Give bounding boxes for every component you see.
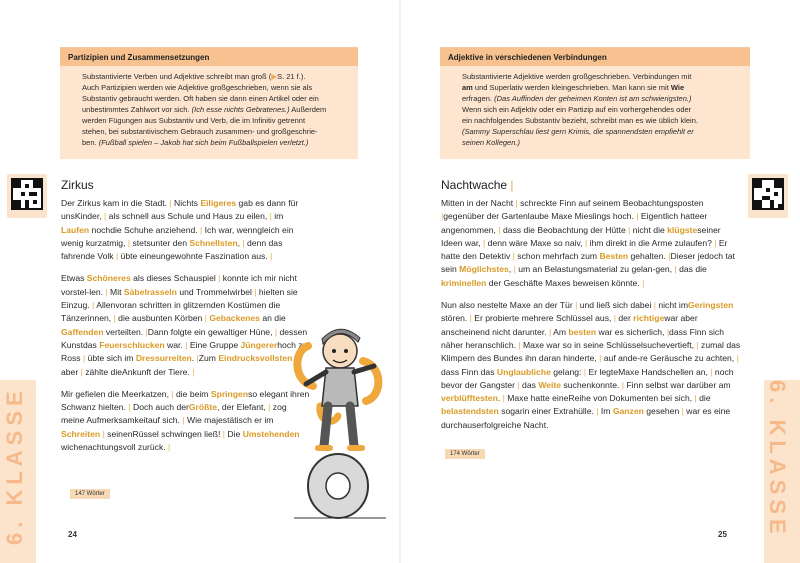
story-text: das die (676, 264, 707, 275)
pause-marker: | (596, 406, 599, 417)
pause-marker: | (628, 224, 631, 235)
pause-marker: | (502, 393, 505, 404)
story-text: Doch auch der (130, 402, 189, 413)
story-text: die beim (173, 388, 211, 399)
story-text: die aus (115, 313, 146, 324)
highlighted-word: Eiligeres (200, 198, 237, 208)
pause-marker: | (636, 211, 639, 222)
highlighted-word: Weite (538, 379, 562, 390)
highlighted-word: verblüfftesten (441, 393, 498, 404)
highlighted-word: Geringsten (687, 300, 734, 311)
story-text: noch (89, 224, 111, 235)
story-text: er angenommen, (441, 211, 708, 235)
story-text: in einer Extrahülle. (522, 406, 597, 417)
pause-marker: | (204, 313, 207, 324)
story-text: sogar (498, 406, 523, 417)
highlighted-word: Dressurreiten (135, 353, 192, 364)
story-text: dass Finn sich näher heranschlich. (441, 326, 724, 350)
story-text: stets (130, 237, 151, 248)
story-text: ungewohnte Faszination aus. (155, 251, 271, 262)
story-text: len. (89, 286, 106, 297)
pause-marker: | (694, 393, 697, 404)
pause-marker: | (192, 366, 195, 377)
right-rule-body: Substantivierte Adjektive werden großgeschrieben. Verbindungen mit am und Superlativ werden kleingeschrieben. Man kann sie mit Wie erfragen. (Das Auffinden der geheimen Konten ist am schwierigsten.) Wenn sich ein Adjektiv oder ein Partizip auf ein vorhergehendes oder ein nachfolgendes Substantiv bezieht, schreibt man es wie üblich klein. (Sammy Superschlau liest gern Krimis, die spannendsten empfiehlt er seinen Kollegen.) (462, 72, 698, 147)
story-text-left (61, 197, 311, 463)
story-text: dessen Kunst (61, 326, 308, 350)
story-text: war aber anscheinend nicht darunter. (441, 313, 698, 337)
pause-marker: | (575, 300, 578, 311)
page-number-left: 24 (68, 530, 77, 539)
story-text: Mir gefielen die Meerkatzen, (61, 388, 172, 399)
story-text: übte sich im (85, 353, 136, 364)
pause-marker: | (498, 224, 501, 235)
highlighted-word: Gebackenes (209, 313, 260, 324)
pause-marker: | (268, 402, 271, 413)
story-text: voran schritten in glitzernden Kostümen die Tänzerinnen, (61, 300, 281, 324)
qr-code-icon[interactable] (11, 178, 43, 210)
story-text: Allen (94, 300, 116, 311)
story-text: unter den (150, 237, 190, 248)
story-text: gen, (655, 264, 675, 275)
story-text: Mit (107, 286, 124, 297)
story-text: Dieser jedoch tat sein (441, 251, 735, 275)
story-text: das (519, 379, 539, 390)
story-text: Nichts (171, 198, 201, 208)
story-text: auf ande- (601, 353, 641, 364)
pause-marker: | (80, 366, 83, 377)
story-text: im (271, 211, 284, 222)
story-text: . (191, 353, 197, 364)
story-text: hielten sie Einzug. (61, 286, 298, 311)
word-count-right: 174 Wörter (445, 449, 485, 459)
highlighted-word: Schöneres (86, 273, 131, 284)
left-band-label: 6. KLASSE (2, 386, 27, 545)
story-text: Zum (198, 353, 219, 364)
story-text: , (508, 264, 514, 275)
story-text: Dann folgte ein gewaltiger Hüne, (147, 326, 275, 337)
story-text: auf sich. (147, 415, 183, 426)
pause-marker: | (736, 353, 739, 364)
story-text: verteilten. (103, 326, 146, 337)
story-text: dass die Beobachtung der Hütte (500, 224, 629, 235)
story-text: Rüssel schwingen ließ! (132, 428, 223, 439)
highlighted-word: Besten (599, 251, 629, 262)
pause-marker: | (115, 251, 119, 262)
pause-marker: | (145, 326, 148, 337)
highlighted-word: kriminellen (441, 277, 487, 288)
qr-code-icon[interactable] (752, 178, 784, 210)
pause-marker: | (548, 326, 552, 337)
highlighted-word: klügste (667, 224, 698, 235)
pause-marker: | (222, 428, 226, 439)
pause-marker: | (200, 224, 203, 235)
story-text: Mitten in der Nacht (441, 198, 516, 208)
highlighted-word: besten (568, 326, 597, 337)
pause-marker: | (513, 264, 516, 275)
pause-marker: | (613, 313, 617, 324)
pause-marker: | (171, 388, 174, 399)
story-text: Nun also nestelte Maxe an der Tür (441, 300, 576, 311)
story-title-left: Zirkus (61, 178, 94, 192)
pause-marker: | (274, 326, 278, 337)
story-text: achtungsvoll zurück. (87, 442, 169, 453)
story-text: stören. (441, 313, 470, 324)
story-text: konnte ich mir nicht vorstel- (61, 273, 297, 297)
highlighted-word: Springen (210, 388, 249, 399)
story-text: zählte die (82, 366, 123, 377)
pause-marker: | (518, 339, 521, 350)
story-title-right: Nachtwache | (441, 178, 514, 192)
story-text: Maxe war so in seine Schlüsselsuche (520, 339, 666, 350)
story-text: seiner Ideen war, (441, 224, 721, 248)
story-text: gab es dann für uns (61, 198, 299, 222)
story-paragraph (441, 197, 741, 290)
story-text: konnte. (591, 379, 622, 390)
story-text: Die (225, 428, 243, 439)
story-text: Im (598, 406, 613, 417)
story-text: die (696, 393, 711, 404)
story-text: Er hatte den Detektiv (441, 237, 728, 262)
story-text: an die (259, 313, 286, 324)
pause-marker: | (653, 300, 656, 311)
story-text-right (441, 197, 741, 441)
story-text: erfolgreiche Nacht. (476, 419, 549, 430)
story-text: re Geräusche zu achten, (640, 353, 737, 364)
story-text: ihm direkt in die Arme zu (587, 237, 684, 248)
story-text: das (82, 339, 100, 350)
highlighted-word: Größte (188, 402, 218, 413)
pause-marker: | (621, 379, 624, 390)
story-text: , (237, 237, 243, 248)
story-text: vertieft, (665, 339, 697, 350)
pause-marker: | (104, 211, 107, 222)
pause-marker: | (128, 402, 131, 413)
pause-marker: | (584, 237, 588, 248)
story-text: . (497, 393, 503, 404)
story-text: der (616, 313, 634, 324)
story-text: Kinder, (74, 211, 105, 222)
story-text: Maxe hatte eine (504, 393, 569, 404)
pause-marker: | (441, 211, 444, 222)
highlighted-word: richtige (633, 313, 665, 324)
story-text: bunten Körben (145, 313, 205, 324)
pause-marker: | (714, 237, 717, 248)
story-text: der Geschäfte Maxes beweisen könnte. (486, 277, 643, 288)
boy-on-wheel-illustration (288, 306, 392, 526)
story-text: noch bevor der Gangster (441, 366, 734, 390)
pause-marker: | (92, 300, 95, 311)
story-text: um an Belastungsmaterial zu gelan- (515, 264, 656, 275)
arrow-right-icon: ▶ (271, 72, 278, 81)
story-text: gesehen (643, 406, 682, 417)
pause-marker: | (113, 313, 116, 324)
left-rule-title: Partizipien und Zusammensetzungen (60, 48, 358, 66)
highlighted-word: Umstehenden (242, 428, 300, 439)
story-text: gegenüber der Gartenlaube Maxe Mieslings hoch. (443, 211, 637, 222)
story-text: Wie majestätisch er im (184, 415, 274, 426)
page-number-right: 25 (718, 530, 727, 539)
story-paragraph (61, 272, 311, 378)
pause-marker: | (102, 428, 105, 439)
pause-marker: | (182, 415, 185, 426)
pause-marker: | (127, 237, 131, 248)
pause-marker: | (82, 353, 86, 364)
story-text: Er probierte mehrere Schlüssel aus, (471, 313, 614, 324)
story-text: als dieses Schauspiel (130, 273, 219, 284)
story-text: Am (551, 326, 569, 337)
left-rule-box (60, 47, 358, 159)
highlighted-word: Schreiten (61, 428, 101, 439)
pause-marker: | (668, 251, 671, 262)
story-text: Maxe Handschellen an, (618, 366, 711, 377)
pause-marker: | (105, 286, 108, 297)
right-band-label: 6. KLASSE (765, 380, 790, 539)
story-text: , der Elefant, (217, 402, 269, 413)
story-text: Eigentlich hatte (638, 211, 700, 222)
pause-marker: | (218, 273, 221, 284)
story-text: denn wäre Maxe so naiv, (485, 237, 585, 248)
pause-marker: | (599, 353, 602, 364)
pause-marker: | (242, 237, 245, 248)
highlighted-word: Gaffenden (61, 326, 104, 337)
story-text: Ankunft der Tiere. (122, 366, 193, 377)
pause-marker: | (270, 251, 273, 262)
highlighted-word: Schnellsten (189, 237, 238, 248)
story-paragraph (61, 388, 311, 454)
story-text: Etwas (61, 273, 87, 284)
story-text: war es sicherlich, (596, 326, 667, 337)
pause-marker: | (469, 313, 472, 324)
right-rule-title: Adjektive in verschiedenen Verbindungen (440, 48, 750, 66)
story-text: Ich war, wenngleich ein wenig kurzatmig, (61, 224, 294, 248)
story-text: wichen (61, 442, 88, 453)
pause-marker: | (185, 339, 188, 350)
story-text: gehalten. (628, 251, 669, 262)
pause-marker: | (696, 339, 699, 350)
story-text: Er legte (586, 366, 619, 377)
pause-marker: | (681, 406, 684, 417)
pause-marker: | (674, 264, 677, 275)
highlighted-word: belastendsten (441, 406, 499, 417)
story-text: dass Finn das (441, 366, 497, 377)
highlighted-word: Ganzen (612, 406, 644, 417)
story-text: Reihe von Dokumenten bei sich, (568, 393, 695, 404)
highlighted-word: Säbelrasseln (123, 286, 177, 297)
story-text: hoch zu Ross (61, 339, 308, 364)
story-text: denn das fahrende Volk (61, 237, 283, 262)
story-text: suchen (561, 379, 592, 390)
story-text: so elegant ihren Schwanz hielten. (61, 388, 310, 413)
pause-marker: | (483, 237, 486, 248)
highlighted-word: Eindrucksvollsten (218, 353, 293, 364)
pause-marker: | (517, 379, 520, 390)
highlighted-word: Unglaubliche (496, 366, 551, 377)
story-text: gelang: (550, 366, 584, 377)
story-text: übte eine (118, 251, 156, 262)
story-text: und ließ sich dabei (577, 300, 654, 311)
pause-marker: | (269, 211, 272, 222)
pause-marker: | (254, 286, 257, 297)
pause-marker: | (196, 353, 199, 364)
story-text: schreckte Finn auf seinem Beobachtungsposten (517, 198, 704, 208)
story-paragraph (61, 197, 311, 263)
pause-marker: | (583, 366, 587, 377)
word-count-left: 147 Wörter (70, 489, 110, 499)
story-text: Finn selbst war darüber am (624, 379, 731, 390)
story-text: war. (164, 339, 186, 350)
story-text: seinen (104, 428, 133, 439)
story-text: als schnell aus Schule und Haus zu eilen, (106, 211, 270, 222)
pause-marker: | (168, 442, 171, 453)
left-rule-body: Substantivierte Verben und Adjektive schreibt man groß (▶S. 21 f.). Auch Partizipien werden wie Adjektive großgeschrieben, wenn sie als Substantiv gebraucht werden. Oft haben sie dann einen Artikel oder ein unbestimmtes Zahlwort vor sich. (Ich esse nichts Gebratenes.) Außerdem werden Fügungen aus Substantiv und Verb, die im Infinitiv getrennt stehen, bei substantivischem Gebrauch zusammen- und großgeschrie- ben. (Fußball spielen – Jakob hat sich beim Fußballspielen verletzt.) (82, 72, 327, 147)
story-text: schon mehrfach zum (514, 251, 600, 262)
story-text: Eine Gruppe (187, 339, 241, 350)
pause-marker: | (710, 366, 713, 377)
pause-marker: | (512, 251, 515, 262)
story-text: Der Zirkus kam in die Stadt. (61, 198, 170, 208)
highlighted-word: Jüngerer (240, 339, 278, 350)
right-rule-box (440, 47, 750, 159)
highlighted-word: Möglichstes (459, 264, 509, 275)
story-text: und Trommelwirbel (176, 286, 255, 297)
book-gutter (399, 0, 401, 563)
story-text: zog meine Aufmerksamkeit (61, 402, 287, 426)
story-text: die Schuhe anziehend. (110, 224, 201, 235)
pause-marker: | (169, 198, 172, 208)
highlighted-word: Laufen (61, 224, 90, 235)
story-paragraph (441, 299, 741, 432)
pause-marker: | (642, 277, 645, 288)
story-text: aber (61, 366, 81, 377)
story-text: zumal das Klimpern des Bundes ihn daran hinderte, (441, 339, 741, 364)
highlighted-word: Feuerschlucken (99, 339, 165, 350)
story-text: laufen? (683, 237, 715, 248)
story-text: nicht die (630, 224, 668, 235)
story-text: nicht im (655, 300, 688, 311)
story-text: war es eine durchaus (441, 406, 731, 430)
pause-marker: | (515, 198, 518, 208)
pause-marker: | (666, 326, 670, 337)
